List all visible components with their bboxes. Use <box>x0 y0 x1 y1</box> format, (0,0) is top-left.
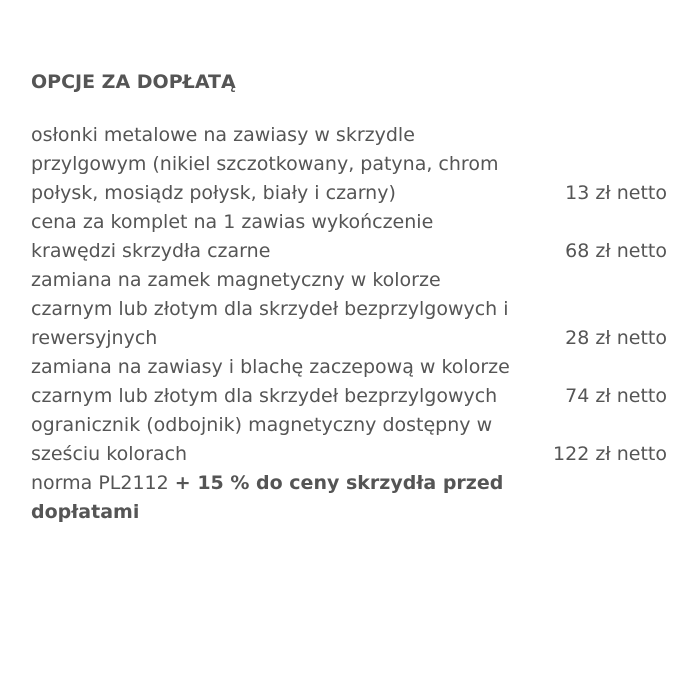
options-list <box>31 121 667 469</box>
option-description: zamiana na zamek magnetyczny w kolorze czarnym lub złotym dla skrzydeł bezprzylgowych i rewersyjnych <box>31 269 509 349</box>
option-price: 68 zł netto <box>565 240 667 262</box>
option-description: osłonki metalowe na zawiasy w skrzydle przylgowym (nikiel szczotkowany, patyna, chrom połysk, mosiądz połysk, biały i czarny) <box>31 124 499 204</box>
surcharge-options-panel <box>31 66 667 527</box>
option-price: 122 zł netto <box>553 443 667 465</box>
option-item <box>31 411 667 469</box>
note-surcharge: + 15 % do ceny skrzydła przed dopłatami <box>31 472 504 523</box>
note-prefix: norma PL2112 <box>31 472 169 494</box>
option-description: cena za komplet na 1 zawias wykończenie krawędzi skrzydła czarne <box>31 211 434 262</box>
section-title: OPCJE ZA DOPŁATĄ <box>31 71 236 93</box>
option-price: 28 zł netto <box>565 327 667 349</box>
option-item <box>31 353 667 411</box>
option-item <box>31 208 667 266</box>
option-description: ogranicznik (odbojnik) magnetyczny dostępny w sześciu kolorach <box>31 414 493 465</box>
option-price: 13 zł netto <box>565 182 667 204</box>
option-item <box>31 121 667 208</box>
standard-note <box>31 469 521 527</box>
option-description: zamiana na zawiasy i blachę zaczepową w kolorze czarnym lub złotym dla skrzydeł bezprzylgowych <box>31 356 510 407</box>
option-item <box>31 266 667 353</box>
option-price: 74 zł netto <box>565 385 667 407</box>
